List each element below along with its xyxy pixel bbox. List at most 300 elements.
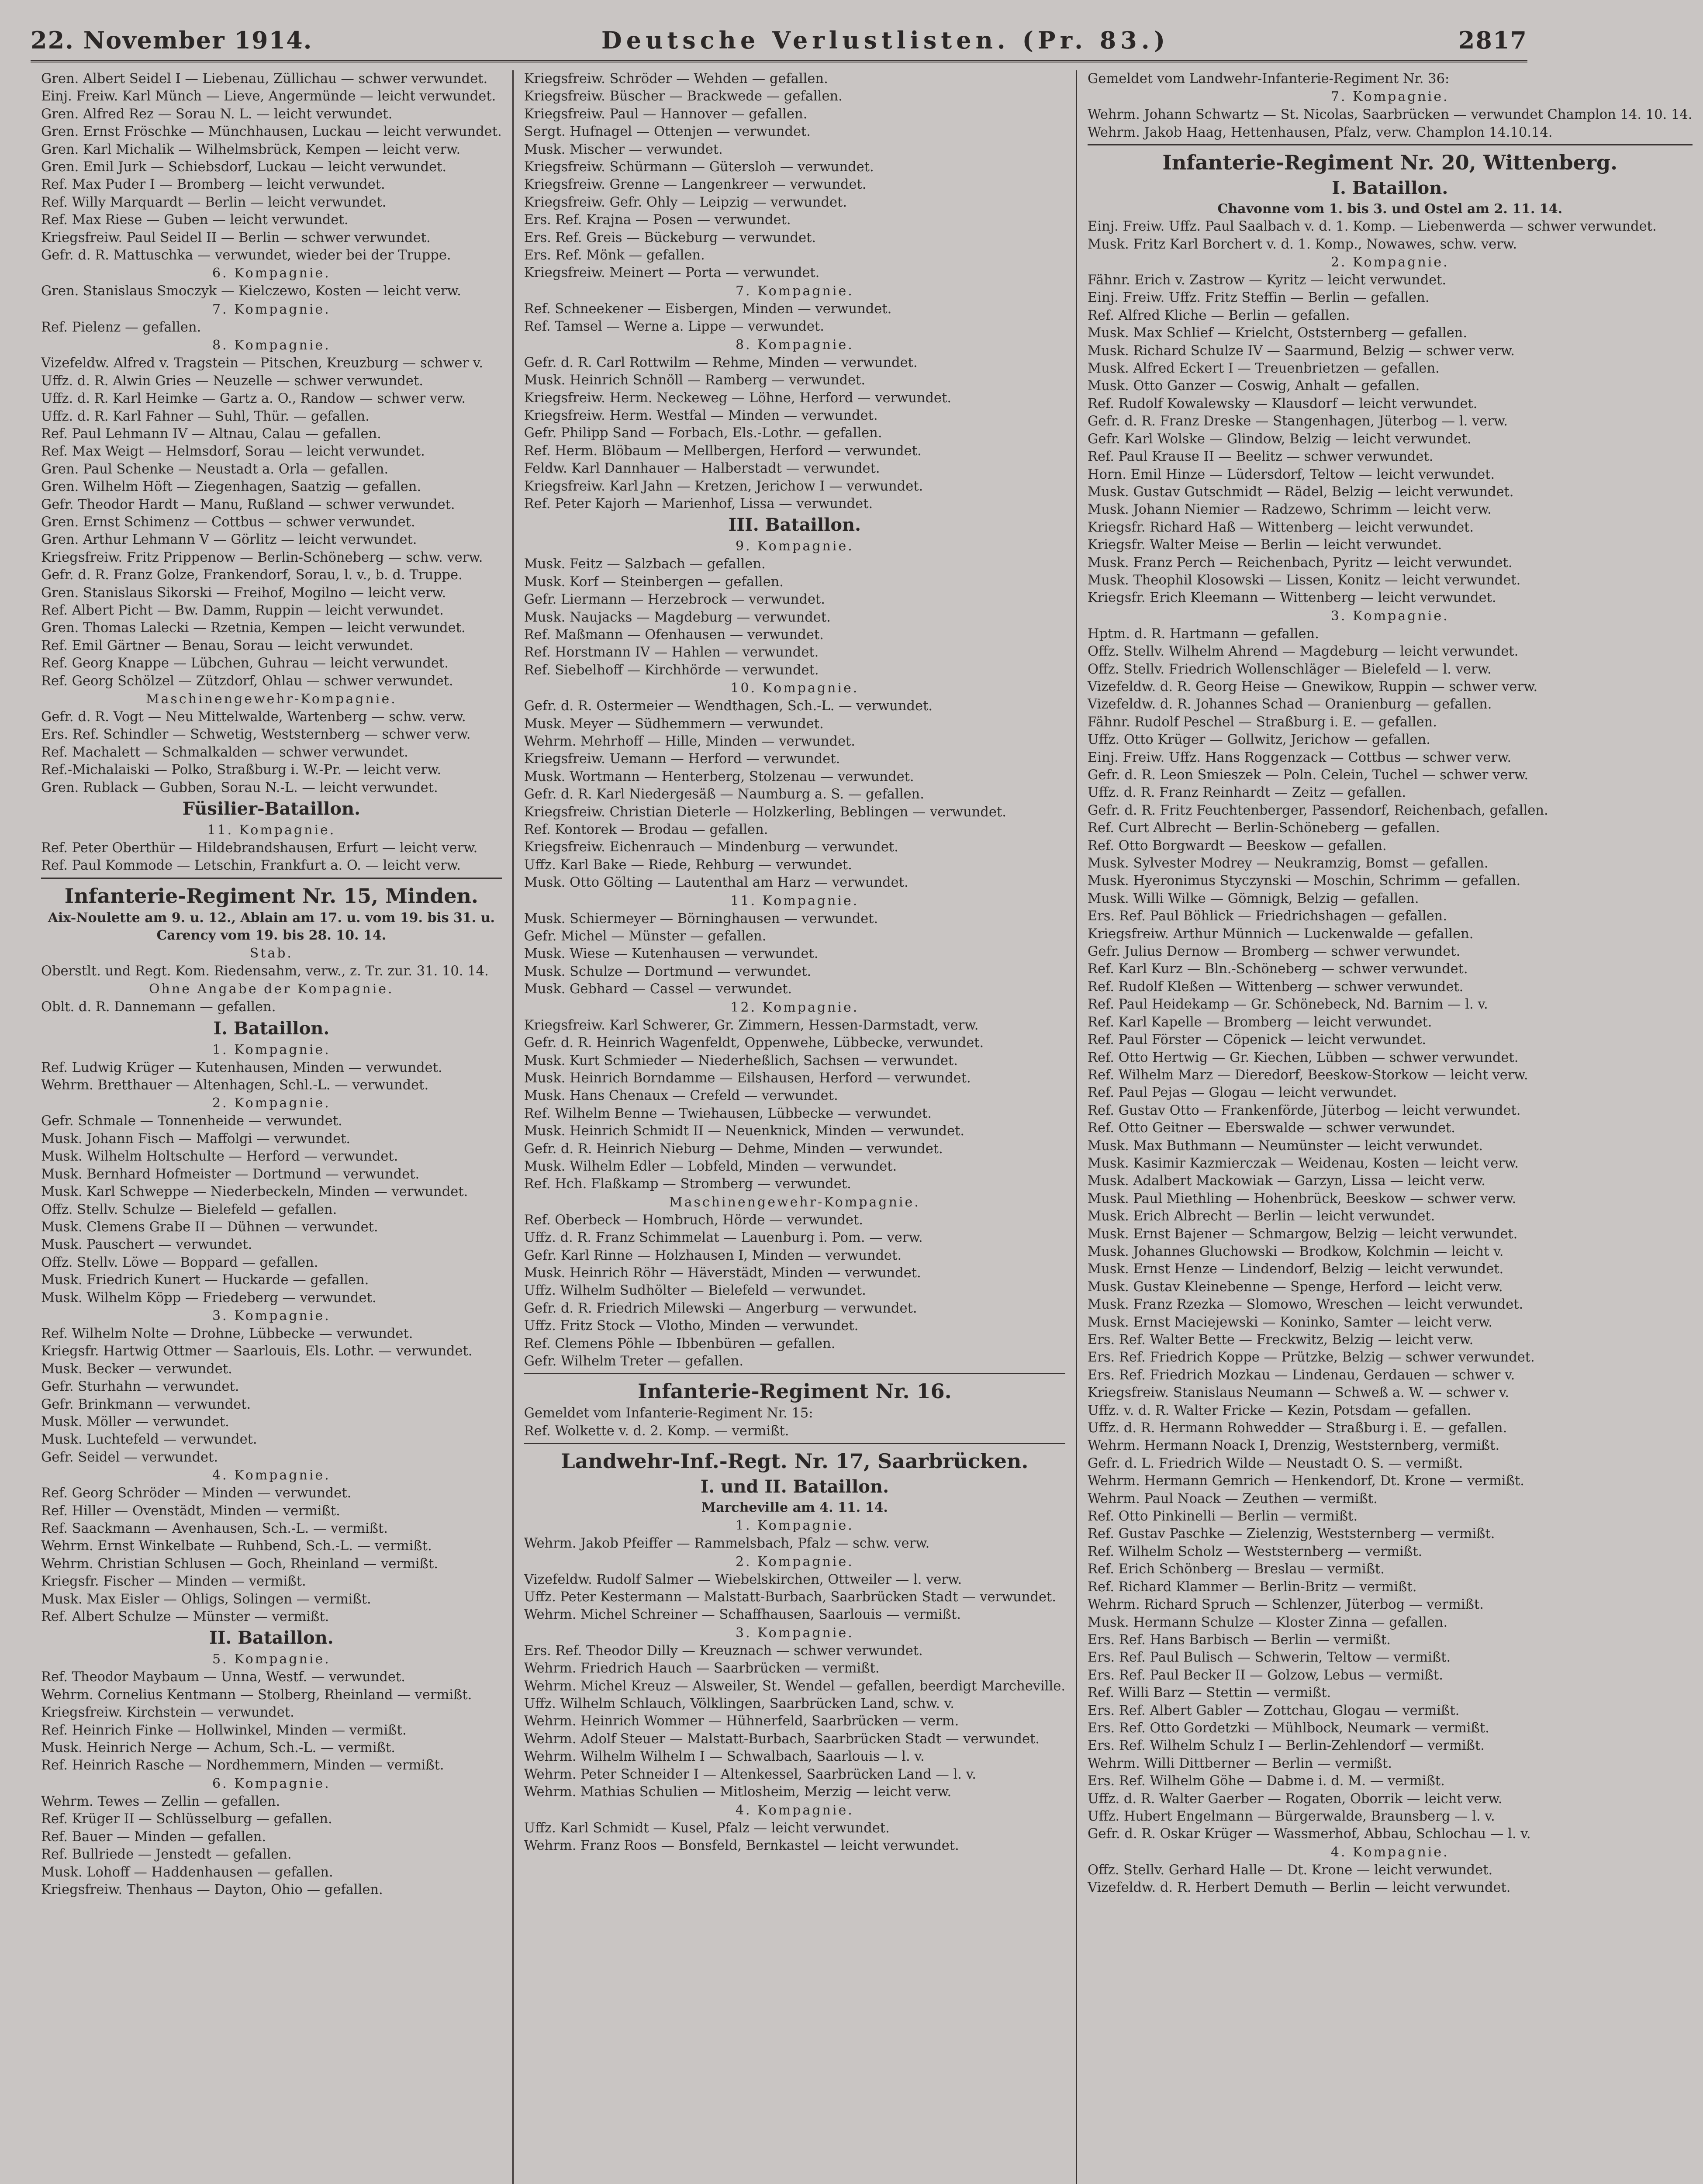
casualty-entry: Ers. Ref. Friedrich Koppe — Prützke, Belzig — schwer verwundet. [1088, 1350, 1535, 1365]
battle-note: Marcheville am 4. 11. 14. [701, 1500, 888, 1516]
casualty-entry: Gren. Thomas Lalecki — Rzetnia, Kempen — leicht verwundet. [41, 620, 466, 636]
casualty-entry: Ref. Schneekener — Eisbergen, Minden — verwundet. [524, 301, 892, 317]
casualty-entry: Kriegsfreiw. Grenne — Langenkreer — verwundet. [524, 177, 867, 193]
casualty-entry: Gefr. d. R. Ostermeier — Wendthagen, Sch.-L. — verwundet. [524, 698, 933, 714]
casualty-entry: Ref. Horstmann IV — Hahlen — verwundet. [524, 645, 819, 660]
casualty-entry: Ers. Ref. Wilhelm Schulz I — Berlin-Zehlendorf — vermißt. [1088, 1738, 1485, 1754]
casualty-entry: Sergt. Hufnagel — Ottenjen — verwundet. [524, 124, 811, 140]
casualty-entry: Ref. Oberbeck — Hombruch, Hörde — verwundet. [524, 1212, 863, 1228]
casualty-entry: Gefr. Sturhahn — verwundet. [41, 1379, 239, 1395]
casualty-entry: Gefr. d. R. Franz Golze, Frankendorf, Sorau, l. v., b. d. Truppe. [41, 567, 463, 583]
casualty-entry: Musk. Otto Ganzer — Coswig, Anhalt — gefallen. [1088, 378, 1420, 394]
casualty-entry: Vizefeldw. d. R. Georg Heise — Gnewikow, Ruppin — schwer verw. [1088, 679, 1538, 695]
casualty-entry: Musk. Karl Schweppe — Niederbeckeln, Minden — verwundet. [41, 1184, 468, 1200]
casualty-entry: Wehrm. Mathias Schulien — Mitlosheim, Merzig — leicht verw. [524, 1784, 952, 1800]
casualty-entry: Gren. Arthur Lehmann V — Görlitz — leicht verwundet. [41, 532, 417, 548]
column-2 [512, 70, 1076, 2184]
casualty-entry: Kriegsfr. Richard Haß — Wittenberg — leicht verwundet. [1088, 519, 1474, 535]
casualty-entry: Ref. Pielenz — gefallen. [41, 319, 201, 335]
casualty-entry: Kriegsfr. Hartwig Ottmer — Saarlouis, Els. Lothr. — verwundet. [41, 1344, 473, 1359]
casualty-entry: Musk. Schiermeyer — Börninghausen — verwundet. [524, 911, 878, 926]
casualty-entry: Musk. Adalbert Mackowiak — Garzyn, Lissa — leicht verw. [1088, 1173, 1485, 1189]
casualty-entry: Ref. Tamsel — Werne a. Lippe — verwundet. [524, 319, 824, 335]
casualty-entry: Ref. Otto Borgwardt — Beeskow — gefallen. [1088, 838, 1387, 854]
casualty-entry: Fähnr. Rudolf Peschel — Straßburg i. E. — gefallen. [1088, 714, 1437, 730]
casualty-entry: Kriegsfreiw. Fritz Prippenow — Berlin-Schöneberg — schw. verw. [41, 549, 483, 565]
casualty-entry: Musk. Heinrich Nerge — Achum, Sch.-L. — vermißt. [41, 1740, 396, 1756]
casualty-entry: Kriegsfreiw. Paul Seidel II — Berlin — schwer verwundet. [41, 230, 431, 245]
casualty-entry: Ref. Gustav Paschke — Zielenzig, Weststernberg — vermißt. [1088, 1526, 1495, 1542]
casualty-entry: Ref. Paul Pejas — Glogau — leicht verwundet. [1088, 1085, 1397, 1101]
casualty-entry: Kriegsfreiw. Arthur Münnich — Luckenwalde — gefallen. [1088, 926, 1474, 942]
casualty-entry: Ref. Rudolf Kleßen — Wittenberg — schwer verwundet. [1088, 979, 1464, 995]
company-heading: Stab. [249, 945, 293, 961]
page-number: 2817 [1458, 26, 1527, 54]
casualty-entry: Uffz. d. R. Alwin Gries — Neuzelle — schwer verwundet. [41, 373, 423, 389]
casualty-entry: Gefr. Theodor Hardt — Manu, Rußland — schwer verwundet. [41, 497, 455, 512]
casualty-entry: Musk. Möller — verwundet. [41, 1414, 229, 1430]
casualty-entry: Musk. Wortmann — Henterberg, Stolzenau — verwundet. [524, 769, 914, 784]
company-heading: 8. Kompagnie. [212, 338, 331, 353]
casualty-entry: Kriegsfreiw. Büscher — Brackwede — gefallen. [524, 89, 843, 104]
casualty-entry: Musk. Schulze — Dortmund — verwundet. [524, 964, 812, 979]
casualty-entry: Musk. Bernhard Hofmeister — Dortmund — verwundet. [41, 1166, 420, 1182]
casualty-entry: Ref. Georg Knappe — Lübchen, Guhrau — leicht verwundet. [41, 656, 449, 671]
casualty-entry: Gren. Albert Seidel I — Liebenau, Züllichau — schwer verwundet. [41, 71, 488, 86]
casualty-entry: Uffz. Otto Krüger — Gollwitz, Jerichow — gefallen. [1088, 732, 1430, 748]
casualty-entry: Fähnr. Erich v. Zastrow — Kyritz — leicht verwundet. [1088, 273, 1447, 288]
casualty-entry: Ref. Heinrich Finke — Hollwinkel, Minden — vermißt. [41, 1722, 407, 1738]
casualty-entry: Kriegsfreiw. Christian Dieterle — Holzkerling, Beblingen — verwundet. [524, 804, 1006, 820]
casualty-entry: Uffz. Peter Kestermann — Malstatt-Burbach, Saarbrücken Stadt — verwundet. [524, 1590, 1056, 1605]
casualty-entry: Musk. Ernst Bajener — Schmargow, Belzig — leicht verwundet. [1088, 1226, 1518, 1242]
casualty-entry: Ref. Saackmann — Avenhausen, Sch.-L. — vermißt. [41, 1521, 388, 1536]
casualty-entry: Ref. Wilhelm Benne — Twiehausen, Lübbecke — verwundet. [524, 1106, 932, 1121]
casualty-entry: Musk. Otto Gölting — Lautenthal am Harz — verwundet. [524, 875, 908, 891]
casualty-entry: Ref. Paul Heidekamp — Gr. Schönebeck, Nd. Barnim — l. v. [1088, 997, 1488, 1013]
casualty-entry: Gren. Stanislaus Smoczyk — Kielczewo, Kosten — leicht verw. [41, 283, 461, 299]
casualty-entry: Ers. Ref. Hans Barbisch — Berlin — vermißt. [1088, 1632, 1391, 1648]
casualty-entry: Kriegsfreiw. Schürmann — Gütersloh — verwundet. [524, 159, 874, 175]
casualty-entry: Musk. Paul Miethling — Hohenbrück, Beeskow — schwer verw. [1088, 1191, 1516, 1206]
casualty-entry: Ref. Wilhelm Scholz — Weststernberg — vermißt. [1088, 1544, 1423, 1559]
casualty-entry: Musk. Lohoff — Haddenhausen — gefallen. [41, 1864, 333, 1880]
casualty-entry: Kriegsfreiw. Herm. Neckeweg — Löhne, Herford — verwundet. [524, 390, 952, 406]
casualty-entry: Uffz. d. R. Hermann Rohwedder — Straßburg i. E. — gefallen. [1088, 1420, 1507, 1436]
company-heading: 6. Kompagnie. [212, 266, 331, 281]
casualty-entry: Ref. Willi Barz — Stettin — vermißt. [1088, 1685, 1331, 1701]
casualty-entry: Wehrm. Bretthauer — Altenhagen, Schl.-L. — verwundet. [41, 1078, 429, 1093]
company-heading: 2. Kompagnie. [1330, 255, 1449, 270]
casualty-entry: Gren. Emil Jurk — Schiebsdorf, Luckau — leicht verwundet. [41, 159, 447, 175]
casualty-entry: Ref. Max Puder I — Bromberg — leicht verwundet. [41, 177, 385, 193]
casualty-entry: Offz. Stellv. Friedrich Wollenschläger — Bielefeld — l. verw. [1088, 661, 1492, 677]
company-heading: 4. Kompagnie. [735, 1802, 854, 1818]
casualty-entry: Ref. Albert Schulze — Münster — vermißt. [41, 1609, 329, 1625]
casualty-entry: Uffz. Wilhelm Sudhölter — Bielefeld — verwundet. [524, 1283, 866, 1299]
casualty-entry: Ref. Albert Picht — Bw. Damm, Ruppin — leicht verwundet. [41, 602, 444, 618]
casualty-entry: Gefr. d. R. Heinrich Nieburg — Dehme, Minden — verwundet. [524, 1141, 943, 1157]
casualty-entry: Uffz. d. R. Franz Schimmelat — Lauenburg i. Pom. — verw. [524, 1230, 923, 1246]
casualty-entry: Ref.-Michalaiski — Polko, Straßburg i. W.-Pr. — leicht verw. [41, 762, 442, 778]
casualty-entry: Gefr. d. R. Friedrich Milewski — Angerburg — verwundet. [524, 1300, 917, 1316]
casualty-entry: Musk. Hyeronimus Styczynski — Moschin, Schrimm — gefallen. [1088, 873, 1521, 889]
casualty-entry: Gefr. Schmale — Tonnenheide — verwundet. [41, 1113, 342, 1129]
casualty-entry: Musk. Kasimir Kazmierczak — Weidenau, Kosten — leicht verw. [1088, 1155, 1519, 1171]
casualty-entry: Ers. Ref. Friedrich Mozkau — Lindenau, Gerdauen — schwer v. [1088, 1367, 1515, 1383]
casualty-entry: Ref. Erich Schönberg — Breslau — vermißt. [1088, 1562, 1385, 1577]
casualty-entry: Gefr. Karl Wolske — Glindow, Belzig — leicht verwundet. [1088, 431, 1472, 447]
regiment-heading: Infanterie-Regiment Nr. 16. [524, 1373, 1065, 1405]
casualty-entry: Musk. Max Schlief — Krielcht, Oststernberg — gefallen. [1088, 325, 1468, 341]
casualty-entry: Wehrm. Hermann Gemrich — Henkendorf, Dt. Krone — vermißt. [1088, 1473, 1524, 1489]
casualty-entry: Wehrm. Jakob Pfeiffer — Rammelsbach, Pfalz — schw. verw. [524, 1536, 930, 1552]
company-heading: 1. Kompagnie. [735, 1518, 854, 1534]
company-heading: 10. Kompagnie. [730, 681, 859, 696]
casualty-entry: Gefr. d. R. Vogt — Neu Mittelwalde, Wartenberg — schw. verw. [41, 709, 466, 725]
casualty-entry: Uffz. Wilhelm Schlauch, Völklingen, Saarbrücken Land, schw. v. [524, 1696, 954, 1712]
casualty-entry: Musk. Franz Perch — Reichenbach, Pyritz — leicht verwundet. [1088, 555, 1513, 570]
casualty-entry: Gren. Wilhelm Höft — Ziegenhagen, Saatzig — gefallen. [41, 479, 421, 495]
casualty-entry: Hptm. d. R. Hartmann — gefallen. [1088, 626, 1319, 642]
casualty-entry: Ref. Paul Förster — Cöpenick — leicht verwundet. [1088, 1032, 1427, 1048]
casualty-entry: Musk. Naujacks — Magdeburg — verwundet. [524, 609, 831, 625]
casualty-entry: Kriegsfreiw. Uemann — Herford — verwundet. [524, 751, 840, 767]
casualty-entry: Gren. Paul Schenke — Neustadt a. Orla — gefallen. [41, 461, 389, 477]
casualty-entry: Wehrm. Christian Schlusen — Goch, Rheinland — vermißt. [41, 1556, 438, 1572]
casualty-entry: Gren. Alfred Rez — Sorau N. L. — leicht verwundet. [41, 106, 393, 122]
casualty-entry: Musk. Luchtefeld — verwundet. [41, 1432, 257, 1448]
casualty-entry: Musk. Pauschert — verwundet. [41, 1237, 252, 1253]
casualty-entry: Ref. Ludwig Krüger — Kutenhausen, Minden — verwundet. [41, 1060, 442, 1075]
casualty-entry: Uffz. d. R. Franz Reinhardt — Zeitz — gefallen. [1088, 785, 1406, 801]
casualty-entry: Kriegsfreiw. Herm. Westfal — Minden — verwundet. [524, 408, 878, 423]
casualty-entry: Ref. Paul Krause II — Beelitz — schwer verwundet. [1088, 449, 1434, 465]
casualty-entry: Musk. Gebhard — Cassel — verwundet. [524, 981, 792, 997]
casualty-entry: Wehrm. Adolf Steuer — Malstatt-Burbach, Saarbrücken Stadt — verwundet. [524, 1731, 1040, 1747]
casualty-entry: Musk. Hans Chenaux — Crefeld — verwundet. [524, 1088, 838, 1104]
company-heading: 2. Kompagnie. [212, 1095, 331, 1111]
casualty-entry: Musk. Max Buthmann — Neumünster — leicht verwundet. [1088, 1138, 1483, 1154]
company-heading: 8. Kompagnie. [735, 337, 854, 352]
casualty-entry: Horn. Emil Hinze — Lüdersdorf, Teltow — leicht verwundet. [1088, 467, 1495, 482]
casualty-entry: Musk. Heinrich Röhr — Häverstädt, Minden — verwundet. [524, 1265, 921, 1281]
casualty-entry: Gefr. Julius Dernow — Bromberg — schwer verwundet. [1088, 944, 1461, 960]
casualty-entry: Ref. Emil Gärtner — Benau, Sorau — leicht verwundet. [41, 638, 414, 653]
battalion-heading: I. Bataillon. [213, 1018, 330, 1039]
casualty-entry: Ref. Willy Marquardt — Berlin — leicht verwundet. [41, 194, 387, 210]
casualty-entry: Gefr. Michel — Münster — gefallen. [524, 929, 767, 944]
casualty-entry: Ers. Ref. Paul Bulisch — Schwerin, Teltow — vermißt. [1088, 1650, 1451, 1666]
casualty-entry: Ers. Ref. Otto Gordetzki — Mühlbock, Neumark — vermißt. [1088, 1720, 1489, 1736]
casualty-entry: Ref. Paul Kommode — Letschin, Frankfurt a. O. — leicht verw. [41, 858, 461, 874]
casualty-entry: Kriegsfreiw. Thenhaus — Dayton, Ohio — gefallen. [41, 1882, 383, 1897]
casualty-entry: Gefr. Karl Rinne — Holzhausen I, Minden — verwundet. [524, 1248, 902, 1263]
casualty-entry: Gefr. Seidel — verwundet. [41, 1449, 218, 1465]
casualty-entry: Wehrm. Cornelius Kentmann — Stolberg, Rheinland — vermißt. [41, 1687, 472, 1703]
casualty-entry: Ers. Ref. Walter Bette — Freckwitz, Belzig — leicht verw. [1088, 1332, 1474, 1348]
casualty-entry: Offz. Stellv. Wilhelm Ahrend — Magdeburg — leicht verwundet. [1088, 644, 1519, 660]
casualty-entry: Ref. Karl Kurz — Bln.-Schöneberg — schwer verwundet. [1088, 961, 1468, 977]
company-heading: Maschinengewehr-Kompagnie. [145, 691, 397, 707]
page-header [31, 26, 1527, 62]
casualty-entry: Kriegsfr. Walter Meise — Berlin — leicht verwundet. [1088, 537, 1442, 553]
casualty-entry: Ref. Otto Geitner — Eberswalde — schwer verwundet. [1088, 1120, 1455, 1136]
casualty-entry: Wehrm. Franz Roos — Bonsfeld, Bernkastel — leicht verwundet. [524, 1838, 959, 1853]
casualty-entry: Wehrm. Richard Spruch — Schlenzer, Jüterbog — vermißt. [1088, 1597, 1484, 1613]
column-1 [31, 70, 512, 2184]
casualty-entry: Uffz. d. R. Karl Heimke — Gartz a. O., Randow — schwer verw. [41, 391, 466, 407]
casualty-entry: Wehrm. Mehrhoff — Hille, Minden — verwundet. [524, 734, 856, 749]
casualty-entry: Ref. Georg Schröder — Minden — verwundet. [41, 1486, 352, 1501]
casualty-entry: Musk. Wilhelm Edler — Lobfeld, Minden — verwundet. [524, 1158, 897, 1174]
casualty-entry: Gefr. Liermann — Herzebrock — verwundet. [524, 592, 825, 608]
casualty-entry: Ref. Siebelhoff — Kirchhörde — verwundet. [524, 662, 819, 678]
casualty-entry: Ref. Wilhelm Marz — Dieredorf, Beeskow-Storkow — leicht verw. [1088, 1067, 1528, 1083]
company-heading: 3. Kompagnie. [212, 1308, 331, 1324]
casualty-entry: Ref. Peter Oberthür — Hildebrandshausen, Erfurt — leicht verw. [41, 840, 478, 856]
casualty-entry: Gefr. Philipp Sand — Forbach, Els.-Lothr. — gefallen. [524, 425, 882, 441]
casualty-entry: Uffz. Karl Schmidt — Kusel, Pfalz — leicht verwundet. [524, 1820, 890, 1836]
casualty-entry: Gemeldet vom Infanterie-Regiment Nr. 15: [524, 1406, 813, 1421]
casualty-entry: Musk. Feitz — Salzbach — gefallen. [524, 556, 766, 572]
battle-note: Chavonne vom 1. bis 3. und Ostel am 2. 11. 14. [1217, 201, 1563, 217]
casualty-entry: Ref. Bullriede — Jenstedt — gefallen. [41, 1847, 292, 1863]
casualty-entry: Musk. Wilhelm Köpp — Friedeberg — verwundet. [41, 1290, 377, 1306]
casualty-entry: Musk. Franz Rzezka — Slomowo, Wreschen — leicht verwundet. [1088, 1297, 1523, 1313]
casualty-entry: Ers. Ref. Theodor Dilly — Kreuznach — schwer verwundet. [524, 1643, 923, 1659]
casualty-entry: Gren. Karl Michalik — Wilhelmsbrück, Kempen — leicht verw. [41, 142, 461, 157]
casualty-entry: Gren. Ernst Fröschke — Münchhausen, Luckau — leicht verwundet. [41, 124, 502, 140]
casualty-entry: Einj. Freiw. Uffz. Paul Saalbach v. d. 1. Komp. — Liebenwerda — schwer verwundet. [1088, 219, 1657, 235]
company-heading: 11. Kompagnie. [730, 893, 859, 909]
casualty-entry: Kriegsfr. Fischer — Minden — vermißt. [41, 1574, 306, 1590]
casualty-entry: Gren. Stanislaus Sikorski — Freihof, Mogilno — leicht verw. [41, 585, 446, 601]
casualty-entry: Musk. Korf — Steinbergen — gefallen. [524, 574, 784, 590]
casualty-entry: Gefr. d. R. Mattuschka — verwundet, wieder bei der Truppe. [41, 248, 451, 263]
casualty-entry: Ref. Wilhelm Nolte — Drohne, Lübbecke — verwundet. [41, 1326, 413, 1341]
casualty-entry: Ref. Paul Lehmann IV — Altnau, Calau — gefallen. [41, 426, 381, 442]
casualty-entry: Musk. Gustav Kleinebenne — Spenge, Herford — leicht verw. [1088, 1279, 1503, 1295]
company-heading: 4. Kompagnie. [212, 1468, 331, 1483]
casualty-entry: Musk. Johannes Gluchowski — Brodkow, Kolchmin — leicht v. [1088, 1244, 1504, 1259]
casualty-entry: Wehrm. Wilhelm Wilhelm I — Schwalbach, Saarlouis — l. v. [524, 1749, 925, 1765]
casualty-entry: Wehrm. Michel Kreuz — Alsweiler, St. Wendel — gefallen, beerdigt Marcheville. [524, 1678, 1066, 1694]
battalion-heading: III. Bataillon. [728, 515, 861, 536]
casualty-entry: Musk. Johann Niemier — Radzewo, Schrimm — leicht verw. [1088, 502, 1492, 518]
casualty-entry: Ers. Ref. Krajna — Posen — verwundet. [524, 212, 791, 228]
casualty-entry: Vizefeldw. d. R. Herbert Demuth — Berlin — leicht verwundet. [1088, 1880, 1511, 1896]
casualty-entry: Musk. Theophil Klosowski — Lissen, Konitz — leicht verwundet. [1088, 572, 1521, 588]
casualty-entry: Gefr. Brinkmann — verwundet. [41, 1396, 251, 1412]
casualty-entry: Musk. Heinrich Schmidt II — Neuenknick, Minden — verwundet. [524, 1123, 965, 1139]
company-heading: 7. Kompagnie. [1330, 89, 1449, 105]
casualty-entry: Kriegsfr. Erich Kleemann — Wittenberg — leicht verwundet. [1088, 590, 1496, 606]
casualty-entry: Offz. Stellv. Gerhard Halle — Dt. Krone — leicht verwundet. [1088, 1862, 1493, 1878]
casualty-entry: Einj. Freiw. Uffz. Fritz Steffin — Berlin — gefallen. [1088, 290, 1430, 306]
casualty-entry: Gefr. d. R. Fritz Feuchtenberger, Passendorf, Reichenbach, gefallen. [1088, 802, 1548, 818]
casualty-entry: Musk. Clemens Grabe II — Dühnen — verwundet. [41, 1219, 378, 1235]
casualty-entry: Musk. Heinrich Schnöll — Ramberg — verwundet. [524, 373, 866, 388]
casualty-entry: Ref. Rudolf Kowalewsky — Klausdorf — leicht verwundet. [1088, 396, 1478, 411]
casualty-entry: Wehrm. Peter Schneider I — Altenkessel, Saarbrücken Land — l. v. [524, 1766, 977, 1782]
casualty-entry: Musk. Ernst Maciejewski — Koninko, Samter — leicht verw. [1088, 1314, 1492, 1330]
company-heading: 1. Kompagnie. [212, 1042, 331, 1057]
casualty-entry: Musk. Heinrich Borndamme — Eilshausen, Herford — verwundet. [524, 1070, 971, 1086]
battalion-heading: I. Bataillon. [1332, 178, 1448, 199]
casualty-entry: Musk. Mischer — verwundet. [524, 142, 723, 157]
company-heading: 9. Kompagnie. [735, 539, 854, 554]
casualty-entry: Vizefeldw. Rudolf Salmer — Wiebelskirchen, Ottweiler — l. verw. [524, 1572, 962, 1587]
casualty-entry: Ref. Hch. Flaßkamp — Stromberg — verwundet. [524, 1176, 851, 1192]
casualty-entry: Uffz. Hubert Engelmann — Bürgerwalde, Braunsberg — l. v. [1088, 1808, 1495, 1824]
casualty-entry: Offz. Stellv. Schulze — Bielefeld — gefallen. [41, 1202, 337, 1217]
casualty-entry: Ref. Herm. Blöbaum — Mellbergen, Herford — verwundet. [524, 443, 922, 459]
regiment-heading: Infanterie-Regiment Nr. 15, Minden. [41, 878, 502, 909]
company-heading: 4. Kompagnie. [1330, 1844, 1449, 1860]
casualty-entry: Feldw. Karl Dannhauer — Halberstadt — verwundet. [524, 461, 880, 477]
casualty-entry: Ref. Machalett — Schmalkalden — schwer verwundet. [41, 744, 408, 760]
battalion-heading: II. Bataillon. [209, 1628, 334, 1648]
casualty-entry: Wehrm. Jakob Haag, Hettenhausen, Pfalz, verw. Champlon 14.10.14. [1088, 124, 1553, 140]
casualty-entry: Gefr. d. L. Friedrich Wilde — Neustadt O. S. — vermißt. [1088, 1455, 1463, 1471]
casualty-entry: Ref. Georg Schölzel — Zützdorf, Ohlau — schwer verwundet. [41, 673, 453, 689]
casualty-entry: Ref. Kontorek — Brodau — gefallen. [524, 822, 768, 838]
casualty-entry: Kriegsfreiw. Gefr. Ohly — Leipzig — verwundet. [524, 194, 847, 210]
casualty-entry: Uffz. Fritz Stock — Vlotho, Minden — verwundet. [524, 1318, 859, 1334]
column-3 [1076, 70, 1703, 2184]
casualty-entry: Ref. Wolkette v. d. 2. Komp. — vermißt. [524, 1423, 789, 1439]
casualty-entry: Gefr. Wilhelm Treter — gefallen. [524, 1354, 744, 1369]
casualty-entry: Kriegsfreiw. Kirchstein — verwundet. [41, 1705, 294, 1721]
casualty-entry: Uffz. d. R. Karl Fahner — Suhl, Thür. — gefallen. [41, 408, 370, 424]
casualty-entry: Vizefeldw. Alfred v. Tragstein — Pitschen, Kreuzburg — schwer v. [41, 356, 484, 371]
casualty-entry: Wehrm. Michel Schreiner — Schaffhausen, Saarlouis — vermißt. [524, 1607, 961, 1623]
casualty-entry: Ref. Max Riese — Guben — leicht verwundet. [41, 212, 349, 228]
casualty-entry: Wehrm. Heinrich Wommer — Hühnerfeld, Saarbrücken — verm. [524, 1714, 959, 1729]
casualty-entry: Einj. Freiw. Karl Münch — Lieve, Angermünde — leicht verwundet. [41, 89, 496, 104]
casualty-entry: Ref. Otto Pinkinelli — Berlin — vermißt. [1088, 1509, 1358, 1524]
casualty-entry: Musk. Johann Fisch — Maffolgi — verwundet. [41, 1131, 351, 1147]
casualty-entry: Ref. Gustav Otto — Frankenförde, Jüterbog — leicht verwundet. [1088, 1102, 1521, 1118]
casualty-entry: Ref. Theodor Maybaum — Unna, Westf. — verwundet. [41, 1669, 405, 1685]
casualty-entry: Kriegsfreiw. Stanislaus Neumann — Schweß a. W. — schwer v. [1088, 1385, 1510, 1401]
casualty-entry: Musk. Meyer — Südhemmern — verwundet. [524, 716, 824, 732]
company-heading: 7. Kompagnie. [212, 301, 331, 317]
casualty-entry: Kriegsfreiw. Paul — Hannover — gefallen. [524, 106, 808, 122]
casualty-entry: Ref. Otto Hertwig — Gr. Kiechen, Lübben — schwer verwundet. [1088, 1050, 1519, 1065]
casualty-entry: Offz. Stellv. Löwe — Boppard — gefallen. [41, 1254, 318, 1270]
casualty-entry: Uffz. Karl Bake — Riede, Rehburg — verwundet. [524, 857, 852, 873]
casualty-entry: Musk. Kurt Schmieder — Niederheßlich, Sachsen — verwundet. [524, 1053, 958, 1068]
casualty-entry: Ref. Peter Kajorh — Marienhof, Lissa — verwundet. [524, 496, 873, 511]
casualty-entry: Gefr. d. R. Franz Dreske — Stangenhagen, Jüterbog — l. verw. [1088, 414, 1508, 429]
casualty-entry: Gren. Rublack — Gubben, Sorau N.-L. — leicht verwundet. [41, 780, 438, 795]
casualty-entry: Gefr. d. R. Oskar Krüger — Wassmerhof, Abbau, Schlochau — l. v. [1088, 1826, 1531, 1842]
casualty-entry: Musk. Becker — verwundet. [41, 1361, 232, 1377]
casualty-entry: Ers. Ref. Paul Becker II — Golzow, Lebus — vermißt. [1088, 1667, 1443, 1683]
casualty-entry: Musk. Ernst Henze — Lindendorf, Belzig — leicht verwundet. [1088, 1261, 1504, 1277]
casualty-entry: Gefr. d. R. Carl Rottwilm — Rehme, Minden — verwundet. [524, 355, 918, 370]
casualty-entry: Oberstlt. und Regt. Kom. Riedensahm, verw., z. Tr. zur. 31. 10. 14. [41, 963, 489, 979]
company-heading: 2. Kompagnie. [735, 1554, 854, 1569]
casualty-entry: Kriegsfreiw. Eichenrauch — Mindenburg — verwundet. [524, 840, 898, 855]
header-date: 22. November 1914. [31, 26, 313, 54]
battalion-heading: Füsilier-Bataillon. [182, 798, 361, 819]
casualty-entry: Ref. Curt Albrecht — Berlin-Schöneberg — gefallen. [1088, 820, 1440, 836]
company-heading: Maschinengewehr-Kompagnie. [669, 1194, 920, 1210]
casualty-entry: Kriegsfreiw. Karl Schwerer, Gr. Zimmern, Hessen-Darmstadt, verw. [524, 1017, 979, 1033]
casualty-entry: Gefr. d. R. Heinrich Wagenfeldt, Oppenwehe, Lübbecke, verwundet. [524, 1035, 984, 1051]
casualty-entry: Musk. Fritz Karl Borchert v. d. 1. Komp., Nowawes, schw. verw. [1088, 236, 1517, 252]
casualty-entry: Ref. Alfred Kliche — Berlin — gefallen. [1088, 308, 1350, 323]
company-heading: 3. Kompagnie. [1330, 608, 1449, 624]
regiment-heading: Landwehr-Inf.-Regt. Nr. 17, Saarbrücken. [524, 1443, 1065, 1475]
casualty-entry: Ref. Hiller — Ovenstädt, Minden — vermißt. [41, 1503, 340, 1519]
casualty-entry: Kriegsfreiw. Karl Jahn — Kretzen, Jerichow I — verwundet. [524, 478, 923, 494]
company-heading: 12. Kompagnie. [730, 999, 859, 1015]
casualty-entry: Musk. Sylvester Modrey — Neukramzig, Bomst — gefallen. [1088, 856, 1489, 871]
casualty-entry: Ref. Karl Kapelle — Bromberg — leicht verwundet. [1088, 1014, 1432, 1030]
casualty-entry: Kriegsfreiw. Meinert — Porta — verwundet. [524, 265, 820, 281]
header-title: Deutsche Verlustlisten. (Pr. 83.) [601, 26, 1170, 54]
casualty-entry: Musk. Alfred Eckert I — Treuenbrietzen — gefallen. [1088, 361, 1440, 377]
company-heading: 6. Kompagnie. [212, 1776, 331, 1791]
casualty-entry: Vizefeldw. d. R. Johannes Schad — Oranienburg — gefallen. [1088, 697, 1492, 712]
casualty-entry: Wehrm. Hermann Noack I, Drenzig, Weststernberg, vermißt. [1088, 1438, 1500, 1454]
company-heading: 11. Kompagnie. [207, 822, 336, 838]
casualty-entry: Wehrm. Johann Schwartz — St. Nicolas, Saarbrücken — verwundet Champlon 14. 10. 14. [1088, 107, 1693, 123]
casualty-entry: Ref. Heinrich Rasche — Nordhemmern, Minden — vermißt. [41, 1758, 444, 1773]
casualty-entry: Ers. Ref. Greis — Bückeburg — verwundet. [524, 230, 816, 245]
casualty-entry: Gefr. d. R. Karl Niedergesäß — Naumburg a. S. — gefallen. [524, 787, 924, 802]
battle-note: Aix-Noulette am 9. u. 12., Ablain am 17. u. vom 19. bis 31. u. Carency vom 19. bis 28. 10. 14. [48, 910, 495, 943]
casualty-entry: Ref. Bauer — Minden — gefallen. [41, 1829, 266, 1845]
casualty-entry: Uffz. v. d. R. Walter Fricke — Kezin, Potsdam — gefallen. [1088, 1403, 1472, 1418]
company-heading: 3. Kompagnie. [735, 1625, 854, 1641]
casualty-entry: Uffz. d. R. Walter Gaerber — Rogaten, Oborrik — leicht verw. [1088, 1791, 1503, 1807]
casualty-entry: Musk. Hermann Schulze — Kloster Zinna — gefallen. [1088, 1614, 1448, 1630]
casualty-entry: Einj. Freiw. Uffz. Hans Roggenzack — Cottbus — schwer verw. [1088, 750, 1512, 765]
casualty-entry: Ers. Ref. Schindler — Schwetig, Weststernberg — schwer verw. [41, 727, 471, 743]
casualty-entry: Wehrm. Tewes — Zellin — gefallen. [41, 1794, 280, 1809]
company-heading: 5. Kompagnie. [212, 1652, 331, 1667]
casualty-entry: Ref. Max Weigt — Helmsdorf, Sorau — leicht verwundet. [41, 444, 425, 460]
casualty-entry: Gemeldet vom Landwehr-Infanterie-Regiment Nr. 36: [1088, 71, 1450, 86]
casualty-entry: Musk. Wilhelm Holtschulte — Herford — verwundet. [41, 1149, 398, 1165]
casualty-entry: Wehrm. Paul Noack — Zeuthen — vermißt. [1088, 1491, 1378, 1507]
casualty-entry: Ers. Ref. Albert Gabler — Zottchau, Glogau — vermißt. [1088, 1703, 1460, 1718]
casualty-entry: Musk. Willi Wilke — Gömnigk, Belzig — gefallen. [1088, 891, 1419, 906]
company-heading: 7. Kompagnie. [735, 283, 854, 299]
casualty-entry: Ref. Richard Klammer — Berlin-Britz — vermißt. [1088, 1579, 1417, 1595]
columns [31, 70, 1693, 2184]
casualty-entry: Musk. Richard Schulze IV — Saarmund, Belzig — schwer verw. [1088, 343, 1515, 359]
casualty-entry: Wehrm. Ernst Winkelbate — Ruhbend, Sch.-L. — vermißt. [41, 1538, 432, 1554]
casualty-entry: Kriegsfreiw. Schröder — Wehden — gefallen. [524, 71, 828, 86]
casualty-entry: Ers. Ref. Mönk — gefallen. [524, 248, 705, 263]
casualty-entry: Musk. Max Eisler — Ohligs, Solingen — vermißt. [41, 1591, 371, 1607]
casualty-entry: Ref. Maßmann — Ofenhausen — verwundet. [524, 627, 824, 643]
casualty-entry: Musk. Gustav Gutschmidt — Rädel, Belzig — leicht verwundet. [1088, 484, 1514, 500]
battalion-heading: I. und II. Bataillon. [700, 1476, 889, 1497]
casualty-entry: Oblt. d. R. Dannemann — gefallen. [41, 999, 276, 1015]
casualty-entry: Ers. Ref. Paul Böhlick — Friedrichshagen — gefallen. [1088, 909, 1447, 924]
casualty-entry: Gren. Ernst Schimenz — Cottbus — schwer verwundet. [41, 514, 415, 530]
casualty-entry: Musk. Friedrich Kunert — Huckarde — gefallen. [41, 1272, 369, 1288]
casualty-entry: Gefr. d. R. Leon Smieszek — Poln. Celein, Tuchel — schwer verw. [1088, 767, 1529, 783]
casualty-entry: Musk. Erich Albrecht — Berlin — leicht verwundet. [1088, 1209, 1435, 1224]
